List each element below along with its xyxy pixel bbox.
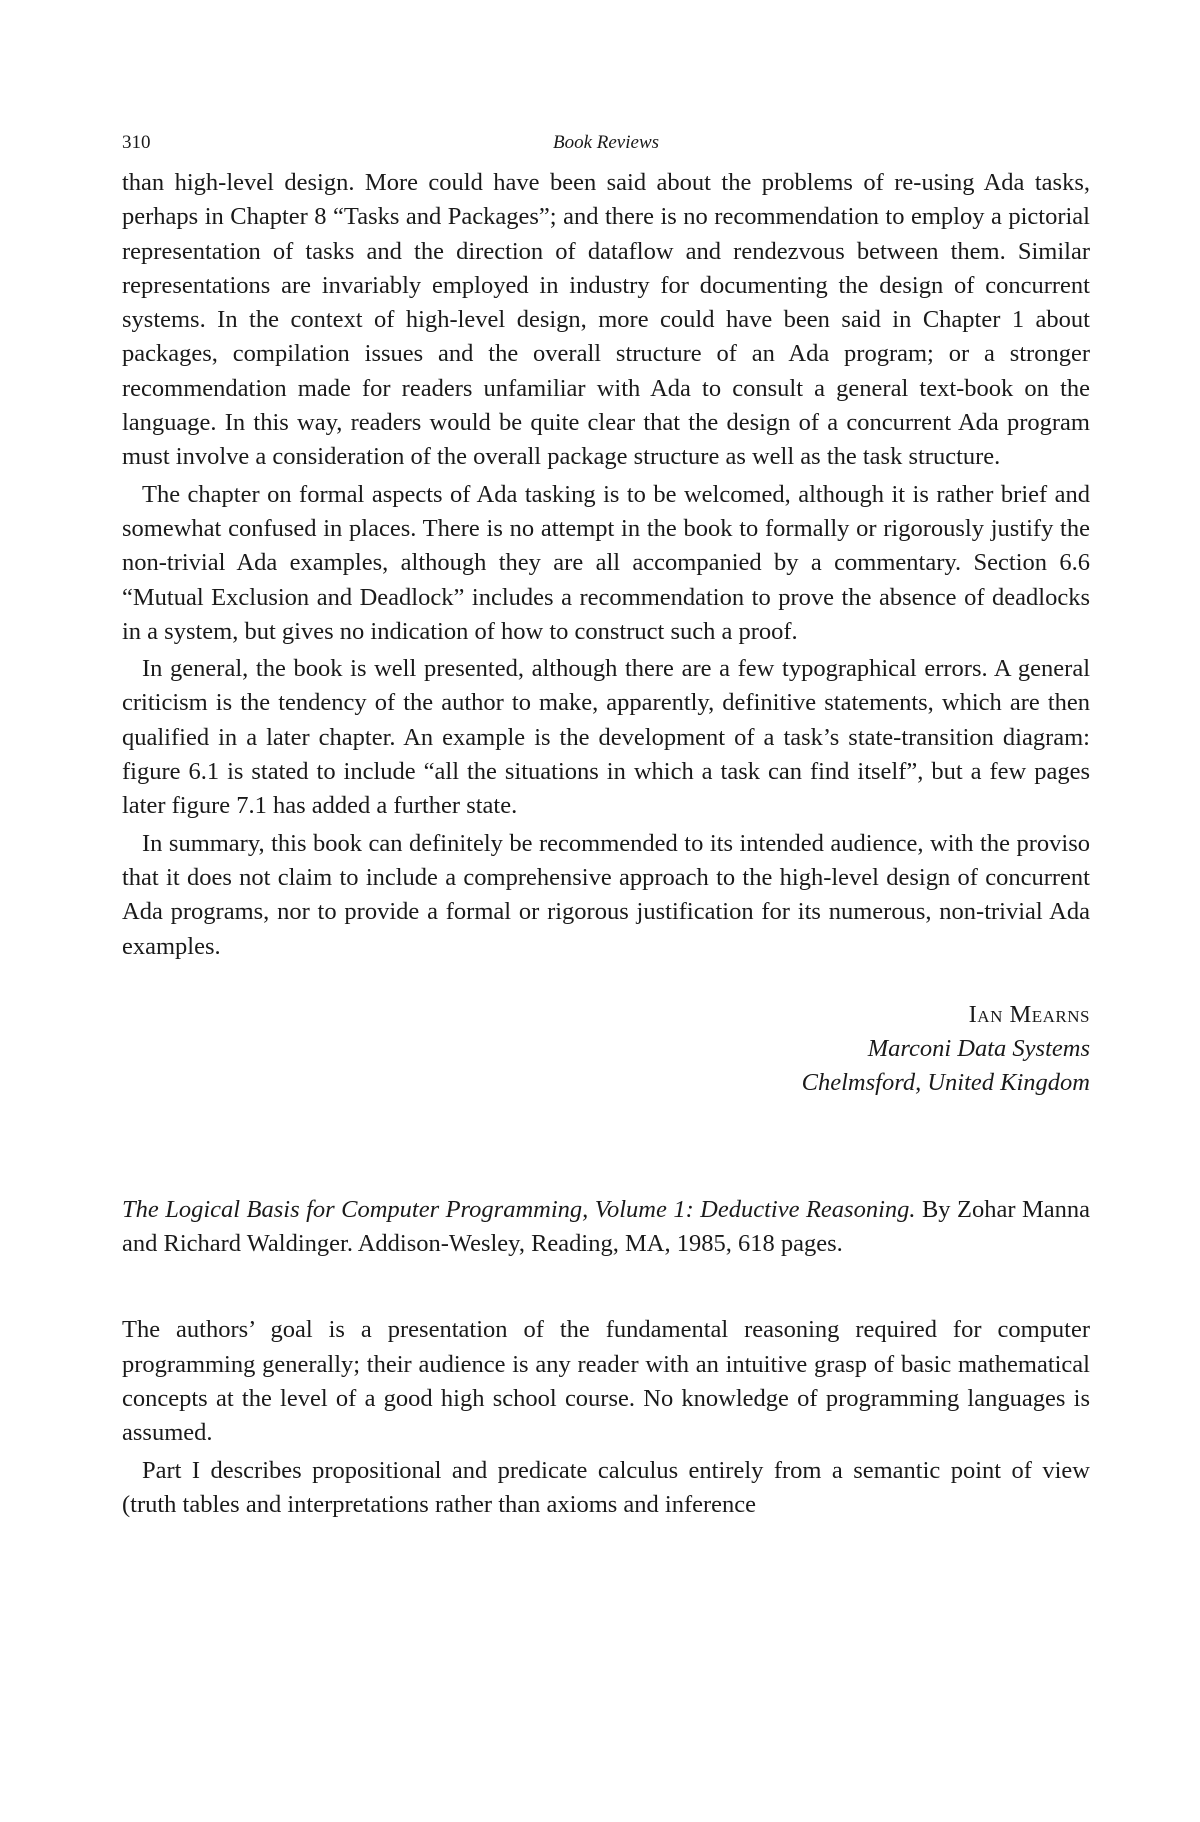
review-2-paragraph-1: The authors’ goal is a presentation of the fundamental reasoning required for computer programming generally; their audience is any reader with an intuitive grasp of basic mathematical concepts at the level of a good high school course. No knowledge of programming languages is assumed. (122, 1316, 1090, 1447)
reviewed-book-title: The Logical Basis for Computer Programming, Volume 1: Deductive Reasoning. (122, 1195, 916, 1223)
reviewer-name: Ian Mearns (968, 1000, 1090, 1028)
running-title: Book Reviews (552, 132, 660, 153)
reviewer-location: Chelmsford, United Kingdom (801, 1069, 1090, 1097)
review-1-body (122, 166, 1090, 964)
review-2-paragraph-2: Part I describes propositional and predicate calculus entirely from a semantic point of view (truth tables and interpretations rather than axioms and inference (122, 1456, 1090, 1518)
review-1-paragraph-2: The chapter on formal aspects of Ada tasking is to be welcomed, although it is rather brief and somewhat confused in places. There is no attempt in the book to formally or rigorously justify the non-trivial Ada examples, although they are all accompanied by a commentary. Section 6.6 “Mutual Exclusion and Deadlock” includes a recommendation to prove the absence of deadlocks in a system, but gives no indication of how to construct such a proof. (122, 480, 1090, 645)
page-number: 310 (122, 132, 151, 153)
review-2-body (122, 1313, 1090, 1522)
review-1-paragraph-3: In general, the book is well presented, although there are a few typographical errors. A general criticism is the tendency of the author to make, apparently, definitive statements, which are then qualified in a later chapter. An example is the development of a task’s state-transition diagram: figure 6.1 is stated to include “all the situations in which a task can find itself”, but a few pages later figure 7.1 has added a further state. (122, 655, 1090, 820)
review-2-citation (122, 1193, 1090, 1262)
reviewer-affiliation: Marconi Data Systems (867, 1035, 1090, 1063)
review-1-paragraph-1: than high-level design. More could have been said about the problems of re-using Ada tasks, perhaps in Chapter 8 “Tasks and Packages”; and there is no recommendation to employ a pictorial representation of tasks and the direction of dataflow and rendezvous between them. Similar representations are invariably employed in industry for documenting the design of concurrent systems. In the context of high-level design, more could have been said in Chapter 1 about packages, compilation issues and the overall structure of an Ada program; or a stronger recommendation made for readers unfamiliar with Ada to consult a general text-book on the language. In this way, readers would be quite clear that the design of a concurrent Ada program must involve a consideration of the overall package structure as well as the task structure. (122, 169, 1090, 471)
review-1-paragraph-4: In summary, this book can definitely be recommended to its intended audience, with the proviso that it does not claim to include a comprehensive approach to the high-level design of concurrent Ada programs, nor to provide a formal or rigorous justification for its numerous, non-trivial Ada examples. (122, 829, 1090, 960)
book-review-page (122, 132, 1090, 1522)
reviewed-book-details: By Zohar Manna and Richard Waldinger. Addison-Wesley, Reading, MA, 1985, 618 pages. (122, 1195, 1091, 1258)
reviewer-signature (122, 998, 1090, 1101)
running-head (122, 132, 1090, 166)
